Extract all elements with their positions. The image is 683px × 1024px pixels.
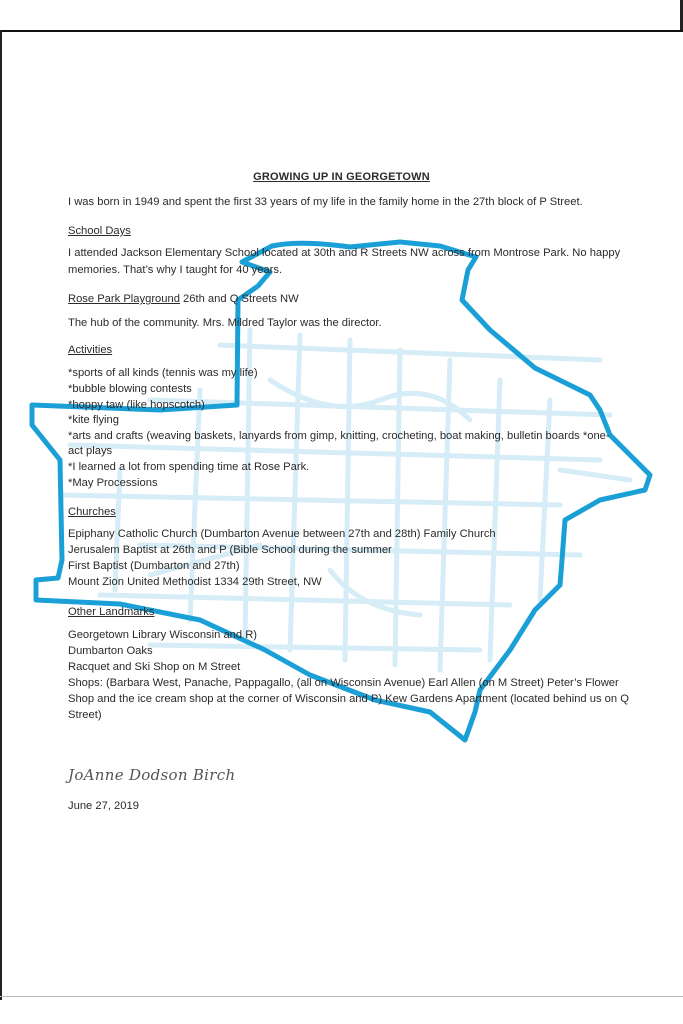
landmark-item: Georgetown Library Wisconsin and R)	[68, 629, 258, 641]
church-item: First Baptist (Dumbarton and 27th)	[68, 560, 240, 572]
school-days-line-2: memories. That’s why I taught for 40 years.	[68, 264, 283, 276]
churches-heading: Churches	[68, 506, 116, 518]
school-days-line-1: I attended Jackson Elementary School located at 30th and R Streets NW across from Montrose Park. No happy	[68, 247, 621, 259]
church-item: Jerusalem Baptist at 26th and P (Bible School during the summer	[68, 544, 392, 556]
landmarks-heading: Other Landmarks	[68, 606, 155, 618]
activity-item: *I learned a lot from spending time at Rose Park.	[68, 461, 310, 473]
church-item: Epiphany Catholic Church (Dumbarton Avenue between 27th and 28th) Family Church	[68, 528, 496, 540]
activities-heading: Activities	[68, 344, 113, 356]
rose-park-location: 26th and Q Streets NW	[179, 293, 299, 305]
letter-date: June 27, 2019	[68, 800, 139, 812]
rose-park-heading: Rose Park Playground	[68, 293, 180, 305]
handwritten-signature: JoAnne Dodson Birch	[68, 766, 236, 784]
document-title: GROWING UP IN GEORGETOWN	[253, 171, 430, 183]
landmark-item: Racquet and Ski Shop on M Street	[68, 661, 241, 673]
activity-item: *sports of all kinds (tennis was my life)	[68, 367, 258, 379]
activity-item: *bubble blowing contests	[68, 383, 192, 395]
activity-item: act plays	[68, 445, 113, 457]
activity-item: *May Processions	[68, 477, 158, 489]
landmark-item: Street)	[68, 709, 102, 721]
rose-park-heading-line	[68, 292, 299, 308]
landmark-item: Dumbarton Oaks	[68, 645, 153, 657]
activity-item: *kite flying	[68, 414, 119, 426]
activity-item: *arts and crafts (weaving baskets, lanyards from gimp, knitting, crocheting, boat making, bulletin boards *one-	[68, 430, 610, 442]
intro-paragraph: I was born in 1949 and spent the first 33 years of my life in the family home in the 27th block of P Street.	[68, 196, 583, 208]
landmark-item: Shop and the ice cream shop at the corner of Wisconsin and P) Kew Gardens Apartment (located behind us on Q	[68, 693, 629, 705]
rose-park-description: The hub of the community. Mrs. Mildred Taylor was the director.	[68, 317, 382, 329]
school-days-heading: School Days	[68, 225, 131, 237]
church-item: Mount Zion United Methodist 1334 29th Street, NW	[68, 576, 322, 588]
activity-item: *hoppy taw (like hopscotch)	[68, 399, 205, 411]
landmark-item: Shops: (Barbara West, Panache, Pappagallo, (all on Wisconsin Avenue) Earl Allen (on M Street) Peter’s Flower	[68, 677, 619, 689]
